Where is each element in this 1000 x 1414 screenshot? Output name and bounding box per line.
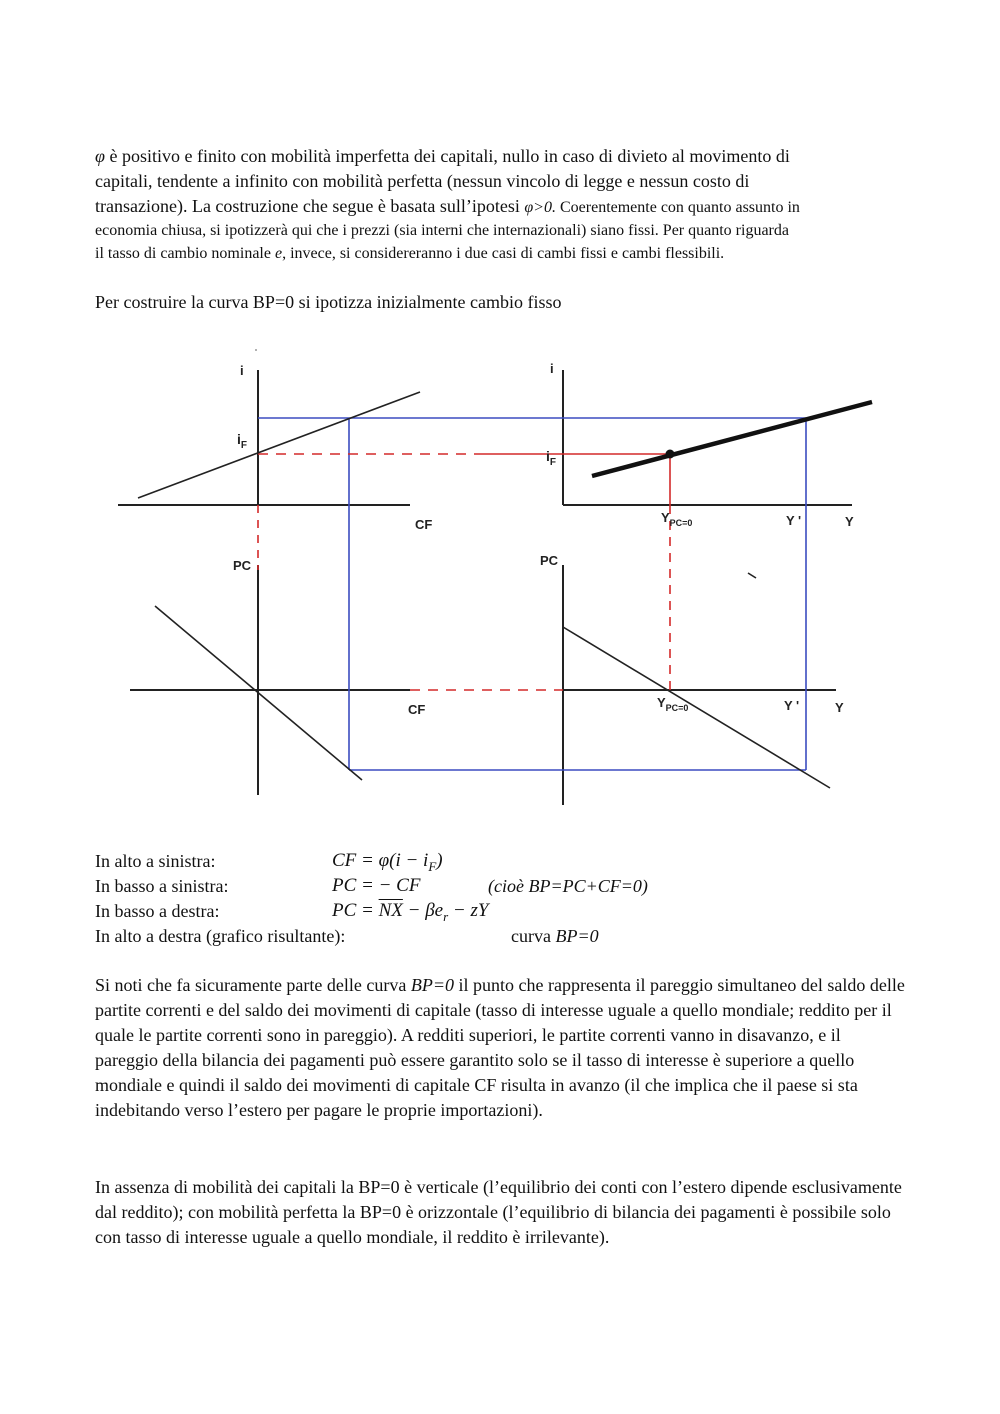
equilibrium-point (666, 450, 675, 459)
intro-line-5 (95, 242, 905, 266)
paragraph-2: Si noti che fa sicuramente parte delle curva BP=0 il punto che rappresenta il pareggio simultaneo del saldo delle partite correnti e del saldo dei movimenti di capitale (tasso di interesse uguale a quello mondiale; reddito per il quale le partite correnti sono in pareggio). A redditi superiori, le partite correnti vanno in disavanzo, e il pareggio della bilancia dei pagamenti può essere garantito solo se il tasso di interesse è superiore a quello mondiale e quindi il saldo dei movimenti di capitale CF risulta in avanzo (il che implica che il paese si sta indebitando verso l’estero per pagare le proprie importazioni). (95, 975, 905, 1120)
cf-equation: CF = $\varphi(i - i_F)$ (332, 850, 443, 874)
equation-row (95, 898, 905, 924)
tl-x-axis-label: CF (415, 517, 433, 532)
intro-line-5a: il tasso di cambio nominale (95, 245, 275, 262)
curves (138, 392, 872, 788)
paragraph-3: In assenza di mobilità dei capitali la BP=0 è verticale (l’equilibrio dei conti con l’estero dipende esclusivamente dal reddito); con mobilità perfetta la BP=0 è orizzontale (l’equilibrio di bilancia dei pagamenti è possibile solo con tasso di interesse uguale a quello mondiale, il reddito è irrilevante). (95, 1177, 902, 1247)
bp-curve-note: curva BP=0 (511, 926, 599, 946)
tl-y-axis-label: i (240, 363, 244, 378)
intro-line-3 (95, 194, 905, 220)
equation-label: In basso a sinistra: (95, 876, 229, 896)
intro-line-1 (95, 144, 905, 169)
tr-y-axis-label: i (550, 361, 554, 376)
intro-line-5b: , invece, si considereranno i due casi di cambi fissi e cambi flessibili. (282, 245, 725, 262)
intro-line-4: economia chiusa, si ipotizzerà qui che i prezzi (sia interni che internazionali) siano fissi. Per quanto riguarda (95, 222, 789, 239)
intro-line-3b: Coerentemente con quanto assunto in (555, 199, 800, 216)
tr-ypc-label: $Y_{PC=0}$ (661, 510, 693, 528)
br-yprime-label: Y ' (784, 698, 800, 713)
br-y-axis-label: PC (540, 553, 559, 568)
bl-x-axis-label: CF (408, 702, 426, 717)
hypothesis-text: φ>0. (524, 199, 556, 216)
blue-construction-lines (258, 418, 806, 770)
bl-y-axis-label: PC (233, 558, 252, 573)
equation-row (95, 923, 905, 949)
tl-if-label: $i_F$ (237, 431, 247, 451)
tr-if-label: $i_F$ (546, 448, 556, 468)
cf-line (138, 392, 420, 498)
tr-x-axis-label: Y (845, 514, 854, 529)
exchange-rate-symbol: e (274, 245, 283, 262)
intro-line-2: capitali, tendente a infinito con mobilità perfetta (nessun vincolo di legge e nessun costo di (95, 171, 750, 191)
construction-line: Per costruire la curva BP=0 si ipotizza inizialmente cambio fisso (95, 292, 562, 312)
br-ypc-label: $Y_{PC=0}$ (657, 695, 689, 713)
equation-row (95, 873, 905, 899)
bp-curve (592, 402, 872, 476)
figure-speck (255, 349, 257, 351)
br-x-axis-label: Y (835, 700, 844, 715)
intro-line-3a: transazione). La costruzione che segue è basata sull’ipotesi (95, 196, 525, 216)
phi-symbol: φ (95, 146, 105, 166)
intro-line-1-text: è positivo e finito con mobilità imperfetta dei capitali, nullo in caso di divieto al movimento di (104, 146, 790, 166)
bp-construction-figure (0, 340, 1000, 820)
stray-mark (748, 573, 756, 578)
equation-label: In alto a destra (grafico risultante): (95, 926, 346, 946)
pc-cf-equation: PC = − CF (332, 875, 421, 896)
equation-row (95, 848, 905, 874)
pc-y-equation: PC = $\overline{NX} - \beta e_r$ − zY (332, 900, 489, 924)
intro-paragraph (95, 144, 905, 266)
bp-note: (cioè BP=PC+CF=0) (488, 876, 648, 896)
equation-label: In basso a destra: (95, 901, 220, 921)
equation-label: In alto a sinistra: (95, 851, 216, 871)
tr-yprime-label: Y ' (786, 513, 802, 528)
